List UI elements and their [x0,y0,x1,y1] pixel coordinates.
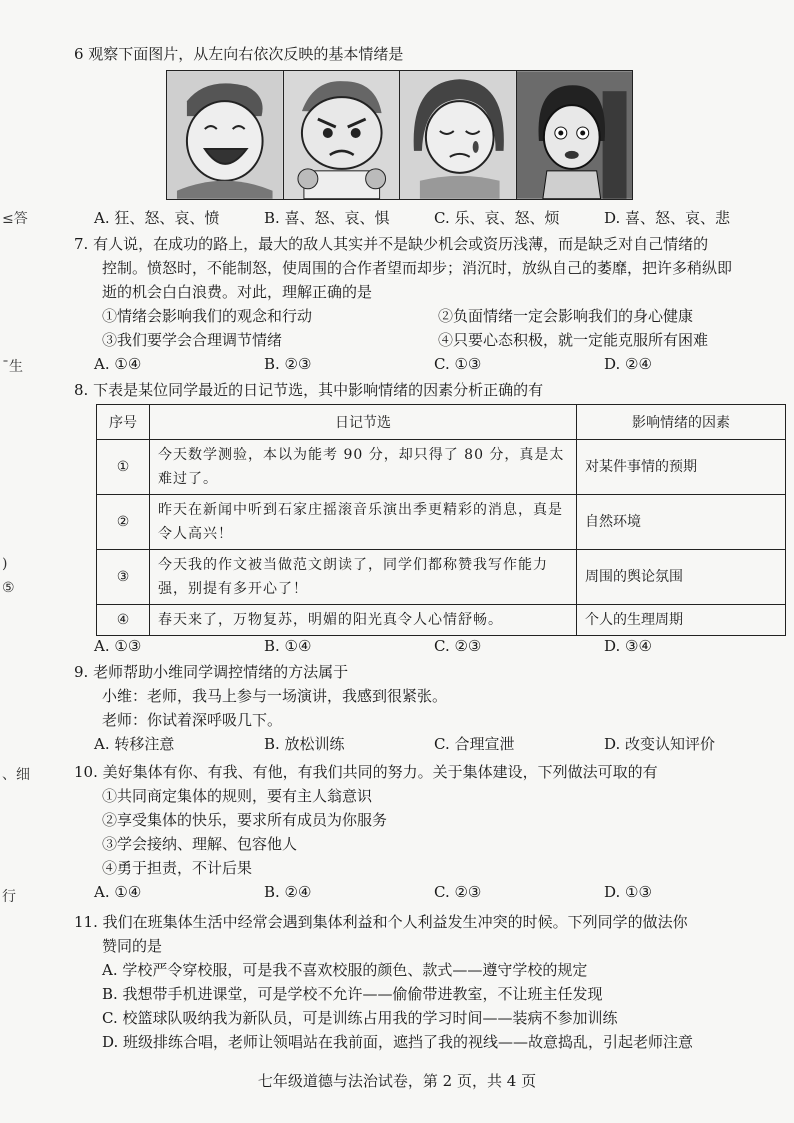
margin-fragment: 、细 [2,767,30,783]
dialog-line: 小维：老师，我马上参与一场演讲，我感到很紧张。 [102,687,448,705]
option-b[interactable]: B. ①④ [264,637,312,655]
comic-panel-sad [400,71,517,199]
row-factor: 对某件事情的预期 [577,440,786,495]
question-8 [74,378,774,402]
option-d[interactable]: D. 班级排练合唱，老师让领唱站在我前面，遮挡了我的视线——故意捣乱，引起老师注意 [102,1033,694,1051]
option-d[interactable]: D. 喜、怒、哀、悲 [604,209,731,227]
page-footer: 七年级道德与法治试卷，第 2 页，共 4 页 [257,1072,537,1090]
statement-4: ④勇于担责，不计后果 [102,859,253,877]
row-number: ④ [97,605,150,636]
question-stem: 10. 美好集体有你、有我、有他，有我们共同的努力。关于集体建设，下列做法可取的有 [74,763,658,781]
margin-fragment: ⑤ [2,580,15,596]
option-a[interactable]: A. 转移注意 [94,735,175,753]
row-number: ③ [97,550,150,605]
option-b[interactable]: B. 我想带手机进课堂，可是学校不允许——偷偷带进教室，不让班主任发现 [102,985,603,1003]
option-c[interactable]: C. ②③ [434,637,482,655]
option-a[interactable]: A. ①④ [94,355,142,373]
fearful-face-drawing [517,71,633,199]
question-stem: 6 观察下面图片，从左向右依次反映的基本情绪是 [74,45,404,63]
comic-panel-fear [517,71,633,199]
option-d[interactable]: D. ②④ [604,355,652,373]
statement-3: ③我们要学会合理调节情绪 [102,331,283,349]
margin-fragment: ) [2,556,8,572]
comic-panel-angry [284,71,401,199]
question-9 [74,660,774,756]
row-factor: 周围的舆论氛围 [577,550,786,605]
answer-options [74,206,774,230]
comic-panel-happy [167,71,284,199]
option-d[interactable]: D. 改变认知评价 [604,735,716,753]
row-number: ① [97,440,150,495]
happy-face-drawing [167,71,283,199]
row-number: ② [97,495,150,550]
diary-table [96,404,786,636]
option-d[interactable]: D. ③④ [604,637,652,655]
question-11 [74,910,774,1054]
dialog-line: 老师：你试着深呼吸几下。 [102,711,283,729]
question-6-options [74,206,774,230]
question-stem: 9. 老师帮助小维同学调控情绪的方法属于 [74,663,349,681]
emotion-comic [166,70,633,200]
statement-2: ②负面情绪一定会影响我们的身心健康 [438,307,694,325]
question-stem: 11. 我们在班集体生活中经常会遇到集体利益和个人利益发生冲突的时候。下列同学的做法你 [74,913,688,931]
option-a[interactable]: A. ①④ [94,883,142,901]
row-diary-text: 昨天在新闻中听到石家庄摇滚音乐演出季更精彩的消息，真是令人高兴！ [150,495,577,550]
table-row [97,550,786,605]
statement-2: ②享受集体的快乐，要求所有成员为你服务 [102,811,388,829]
option-a[interactable]: A. 学校严令穿校服，可是我不喜欢校服的颜色、款式——遵守学校的规定 [102,961,588,979]
answer-options [74,880,774,904]
statement-1: ①情绪会影响我们的观念和行动 [102,307,313,325]
question-stem-line: 赞同的是 [102,937,163,955]
option-b[interactable]: B. ②④ [264,883,312,901]
question-8-options [74,634,774,658]
statement-1: ①共同商定集体的规则，要有主人翁意识 [102,787,373,805]
header-number: 序号 [97,405,150,440]
row-diary-text: 今天数学测验，本以为能考 90 分，却只得了 80 分，真是太难过了。 [150,440,577,495]
row-diary-text: 春天来了，万物复苏，明媚的阳光真令人心情舒畅。 [150,605,577,636]
option-c[interactable]: C. 校篮球队吸纳我为新队员，可是训练占用我的学习时间——装病不参加训练 [102,1009,618,1027]
option-b[interactable]: B. ②③ [264,355,312,373]
header-factor: 影响情绪的因素 [577,405,786,440]
row-factor: 个人的生理周期 [577,605,786,636]
answer-options [74,634,774,658]
answer-options [74,732,774,756]
row-factor: 自然环境 [577,495,786,550]
statement-4: ④只要心态积极，就一定能克服所有困难 [438,331,709,349]
question-stem: 8. 下表是某位同学最近的日记节选，其中影响情绪的因素分析正确的有 [74,381,544,399]
header-diary: 日记节选 [150,405,577,440]
option-a[interactable]: A. ①③ [94,637,142,655]
question-stem-line: 逝的机会白白浪费。对此，理解正确的是 [102,283,373,301]
question-10 [74,760,774,904]
question-6 [74,42,774,66]
question-stem-line: 控制。愤怒时，不能制怒，使周围的合作者望而却步；消沉时，放纵自己的萎靡，把许多稍纵即 [102,259,733,277]
option-c[interactable]: C. 合理宣泄 [434,735,515,753]
option-a[interactable]: A. 狂、怒、哀、愤 [94,209,220,227]
margin-fragment: ≤答 [2,211,28,227]
option-c[interactable]: C. 乐、哀、怒、烦 [434,209,560,227]
question-stem: 7. 有人说，在成功的路上，最大的敌人其实并不是缺少机会或资历浅薄，而是缺乏对自己情绪的 [74,235,709,253]
option-c[interactable]: C. ①③ [434,355,482,373]
answer-options [74,352,774,376]
row-diary-text: 今天我的作文被当做范文朗读了，同学们都称赞我写作能力强，别提有多开心了！ [150,550,577,605]
option-b[interactable]: B. 放松训练 [264,735,345,753]
statement-list [74,304,774,352]
sad-face-drawing [400,71,516,199]
option-b[interactable]: B. 喜、怒、哀、惧 [264,209,390,227]
table-row [97,440,786,495]
option-c[interactable]: C. ②③ [434,883,482,901]
margin-fragment: ¯生 [2,359,23,375]
statement-3: ③学会接纳、理解、包容他人 [102,835,298,853]
option-d[interactable]: D. ①③ [604,883,652,901]
table-row [97,495,786,550]
angry-face-drawing [284,71,400,199]
table-row [97,605,786,636]
margin-fragment: 行 [2,889,16,905]
question-7 [74,232,774,376]
